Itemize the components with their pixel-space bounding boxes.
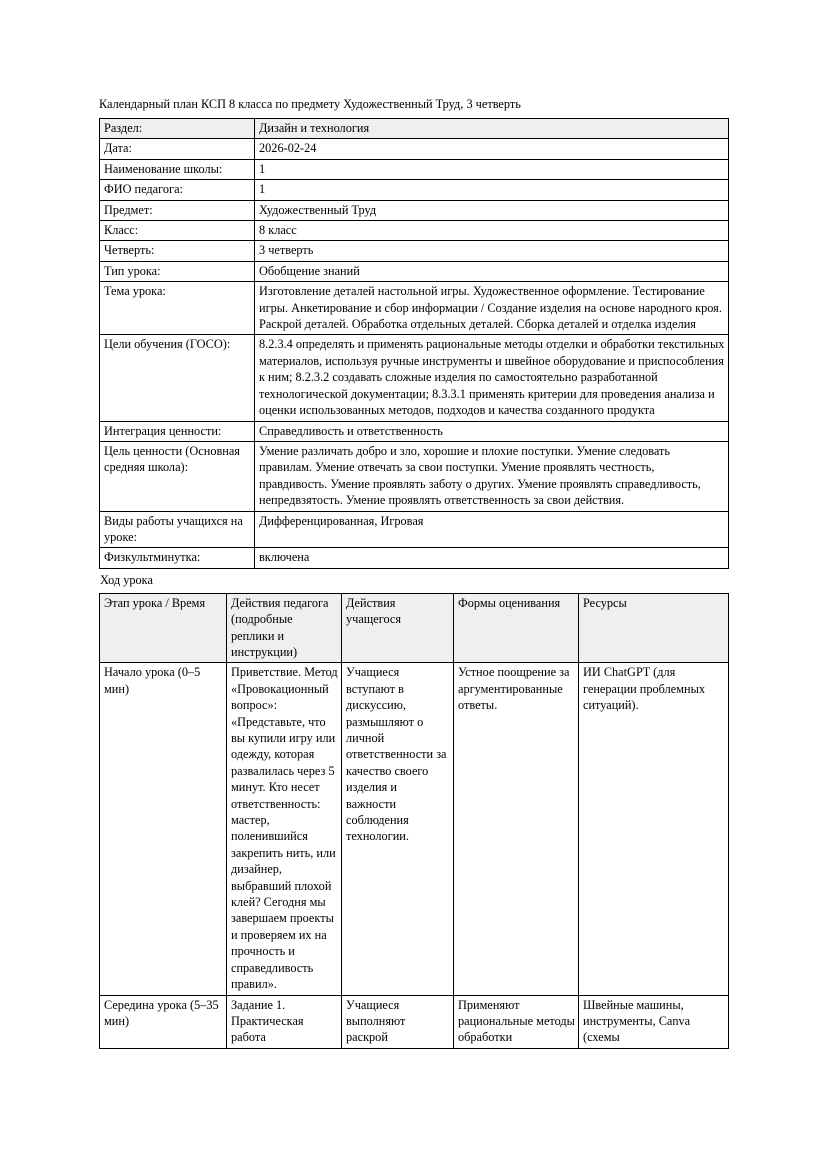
info-value: Обобщение знаний: [255, 261, 729, 281]
table-row: [100, 180, 729, 200]
cell-stage: Середина урока (5–35 мин): [100, 995, 227, 1048]
table-row: [100, 421, 729, 441]
column-header-student-actions: Действия учащегося: [342, 593, 454, 663]
info-label: Раздел:: [100, 119, 255, 139]
info-label: Цели обучения (ГОСО):: [100, 335, 255, 421]
info-value: Дифференцированная, Игровая: [255, 511, 729, 548]
column-header-assessment-forms: Формы оценивания: [454, 593, 579, 663]
info-value: 8 класс: [255, 221, 729, 241]
info-value: 3 четверть: [255, 241, 729, 261]
info-value: 1: [255, 159, 729, 179]
table-row: [100, 441, 729, 511]
column-header-teacher-actions: Действия педагога (подробные реплики и инструкции): [227, 593, 342, 663]
table-row: [100, 995, 729, 1048]
table-row: [100, 200, 729, 220]
table-row: [100, 221, 729, 241]
lesson-flow-table: [99, 593, 729, 1049]
info-label: Физкультминутка:: [100, 548, 255, 568]
table-row: [100, 335, 729, 421]
table-row: [100, 548, 729, 568]
info-value: 2026-02-24: [255, 139, 729, 159]
table-row: [100, 261, 729, 281]
table-row: [100, 511, 729, 548]
table-row: [100, 159, 729, 179]
cell-resources: ИИ ChatGPT (для генерации проблемных ситуаций).: [579, 663, 729, 995]
table-row: [100, 119, 729, 139]
table-row: [100, 282, 729, 335]
info-label: Тема урока:: [100, 282, 255, 335]
info-label: Интеграция ценности:: [100, 421, 255, 441]
column-header-resources: Ресурсы: [579, 593, 729, 663]
column-header-stage: Этап урока / Время: [100, 593, 227, 663]
info-value: 8.2.3.4 определять и применять рациональные методы отделки и обработки текстильных материалов, используя ручные инструменты и швейное оборудование и приспособления к ним; 8.2.3.2 создавать сложные изделия по самостоятельно разработанной технологической документации; 8.3.3.1 применять критерии для проведения анализа и оценки использованных методов, подходов и качества созданного продукта: [255, 335, 729, 421]
info-label: Тип урока:: [100, 261, 255, 281]
cell-student-actions: Учащиеся вступают в дискуссию, размышляют о личной ответственности за качество своего изделия и важности соблюдения технологии.: [342, 663, 454, 995]
info-value: Умение различать добро и зло, хорошие и плохие поступки. Умение следовать правилам. Умение отвечать за свои поступки. Умение проявлять честность, правдивость. Умение проявлять заботу о других. Умение проявлять справедливость, непредвзятость. Умение проявлять ответственность за свои действия.: [255, 441, 729, 511]
cell-resources: Швейные машины, инструменты, Canva (схемы: [579, 995, 729, 1048]
info-label: Виды работы учащихся на уроке:: [100, 511, 255, 548]
flow-table-header: [100, 593, 729, 663]
page-title: Календарный план КСП 8 класса по предмету Художественный Труд, 3 четверть: [99, 97, 521, 111]
cell-assessment: Устное поощрение за аргументированные ответы.: [454, 663, 579, 995]
info-value: Справедливость и ответственность: [255, 421, 729, 441]
info-value: Дизайн и технология: [255, 119, 729, 139]
lesson-info-table: [99, 118, 729, 569]
info-label: ФИО педагога:: [100, 180, 255, 200]
cell-stage: Начало урока (0–5 мин): [100, 663, 227, 995]
info-label: Дата:: [100, 139, 255, 159]
section-heading-lesson-flow: Ход урока: [100, 572, 153, 587]
flow-table-body: [100, 663, 729, 1048]
info-label: Класс:: [100, 221, 255, 241]
table-row: [100, 663, 729, 995]
table-header-row: [100, 593, 729, 663]
info-label: Наименование школы:: [100, 159, 255, 179]
info-label: Предмет:: [100, 200, 255, 220]
cell-student-actions: Учащиеся выполняют раскрой: [342, 995, 454, 1048]
info-value: Художественный Труд: [255, 200, 729, 220]
info-value: 1: [255, 180, 729, 200]
table-row: [100, 139, 729, 159]
info-label: Цель ценности (Основная средняя школа):: [100, 441, 255, 511]
info-value: Изготовление деталей настольной игры. Художественное оформление. Тестирование игры. Анкетирование и сбор информации / Создание изделия на основе народного кроя. Раскрой деталей. Обработка отдельных деталей. Сборка деталей и отделка изделия: [255, 282, 729, 335]
cell-teacher-actions: Задание 1. Практическая работа: [227, 995, 342, 1048]
info-value: включена: [255, 548, 729, 568]
cell-assessment: Применяют рациональные методы обработки: [454, 995, 579, 1048]
info-table-body: [100, 119, 729, 569]
cell-teacher-actions: Приветствие. Метод «Провокационный вопрос»: «Представьте, что вы купили игру или одежду, которая развалилась через 5 минут. Кто несет ответственность: мастер, поленившийся закрепить нить, или дизайнер, выбравший плохой клей? Сегодня мы завершаем проекты и проверяем их на прочность и справедливость правил».: [227, 663, 342, 995]
info-label: Четверть:: [100, 241, 255, 261]
table-row: [100, 241, 729, 261]
